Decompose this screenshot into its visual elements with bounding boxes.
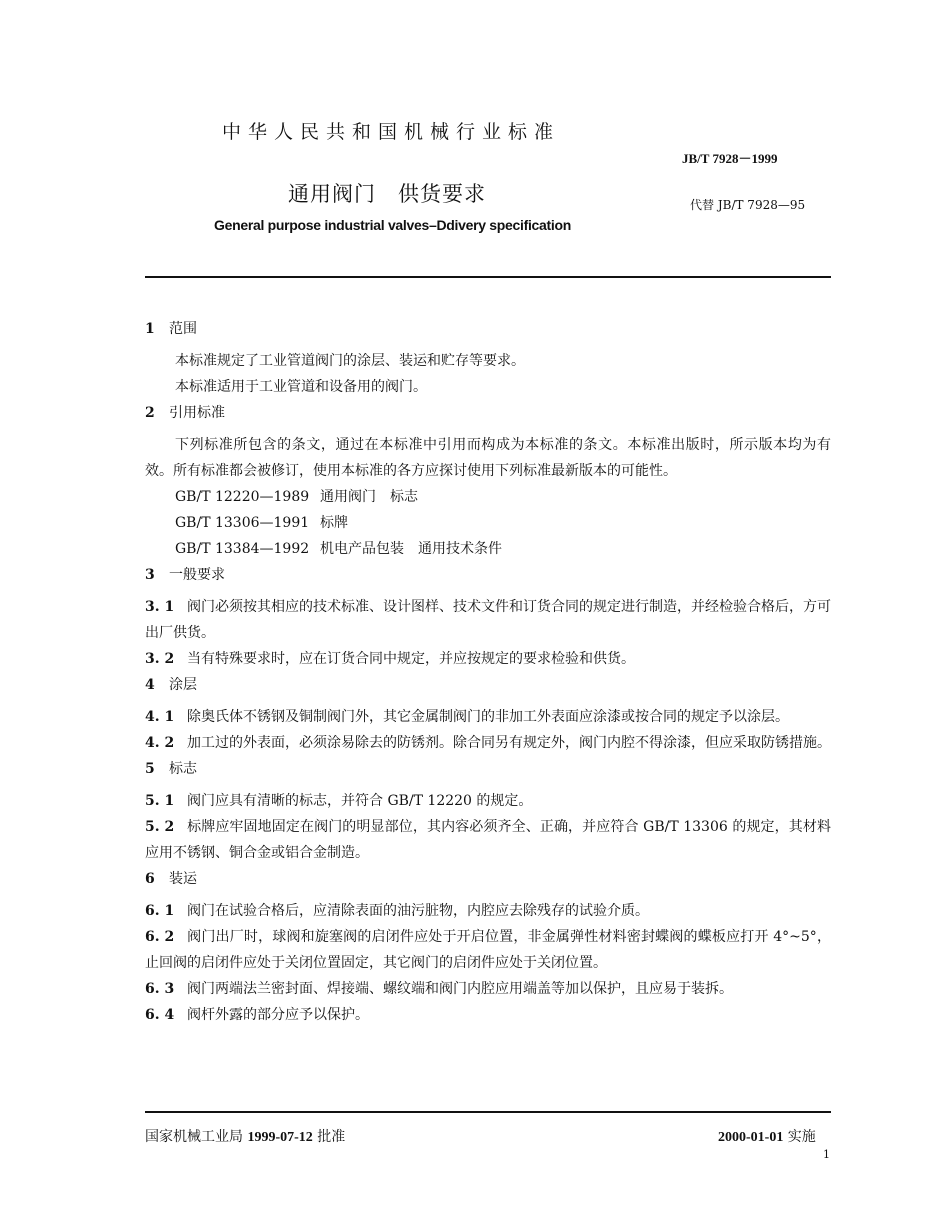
implementation-info: 2000-01-01 实施 bbox=[718, 1129, 816, 1145]
document-title-chinese: 通用阀门 供货要求 bbox=[288, 182, 486, 206]
section-heading: 1 范围 bbox=[145, 321, 197, 337]
section-heading: 5 标志 bbox=[145, 761, 197, 777]
clause: 6. 2 阀门出厂时，球阀和旋塞阀的启闭件应处于开启位置，非金属弹性材料密封蝶阀的蝶板应打开 4°~5°，止回阀的启闭件应处于关闭位置固定，其它阀门的启闭件应处于关闭位置。 bbox=[145, 929, 831, 971]
section-heading: 2 引用标准 bbox=[145, 405, 225, 421]
paragraph: 下列标准所包含的条文，通过在本标准中引用而构成为本标准的条文。本标准出版时，所示版本均为有效。所有标准都会被修订，使用本标准的各方应探讨使用下列标准最新版本的可能性。 bbox=[145, 437, 831, 479]
clause: 3. 1 阀门必须按其相应的技术标准、设计图样、技术文件和订货合同的规定进行制造，并经检验合格后，方可出厂供货。 bbox=[145, 599, 831, 641]
section-heading: 3 一般要求 bbox=[145, 567, 225, 583]
section-heading: 4 涂层 bbox=[145, 677, 197, 693]
document-body bbox=[145, 316, 831, 1028]
clause: 4. 2 加工过的外表面，必须涂易除去的防锈剂。除合同另有规定外，阀门内腔不得涂漆，但应采取防锈措施。 bbox=[145, 735, 831, 751]
clause: 5. 2 标牌应牢固地固定在阀门的明显部位，其内容必须齐全、正确，并应符合 GB/T 13306 的规定，其材料应用不锈钢、铜合金或铝合金制造。 bbox=[145, 819, 831, 861]
page-number: 1 bbox=[823, 1148, 830, 1161]
approval-info: 国家机械工业局 1999-07-12 批准 bbox=[145, 1129, 346, 1145]
section-heading: 6 装运 bbox=[145, 871, 197, 887]
clause: 5. 1 阀门应具有清晰的标志，并符合 GB/T 12220 的规定。 bbox=[145, 793, 533, 809]
header-divider bbox=[145, 276, 831, 278]
document-title-english: General purpose industrial valves–Ddivery specification bbox=[214, 217, 571, 233]
clause: 3. 2 当有特殊要求时，应在订货合同中规定，并应按规定的要求检验和供货。 bbox=[145, 651, 635, 667]
clause: 6. 3 阀门两端法兰密封面、焊接端、螺纹端和阀门内腔应用端盖等加以保护，且应易于装拆。 bbox=[145, 981, 733, 997]
reference-item: GB/T 13384—1992 机电产品包装 通用技术条件 bbox=[175, 541, 502, 557]
reference-item: GB/T 12220—1989 通用阀门 标志 bbox=[175, 489, 418, 505]
standard-code: JB/T 7928－1999 bbox=[682, 151, 778, 166]
paragraph: 本标准适用于工业管道和设备用的阀门。 bbox=[175, 379, 427, 395]
clause: 4. 1 除奥氏体不锈钢及铜制阀门外，其它金属制阀门的非加工外表面应涂漆或按合同的规定予以涂层。 bbox=[145, 709, 789, 725]
footer-divider bbox=[145, 1111, 831, 1113]
reference-item: GB/T 13306—1991 标牌 bbox=[175, 515, 348, 531]
standard-organization: 中华人民共和国机械行业标准 bbox=[222, 121, 561, 143]
clause: 6. 4 阀杆外露的部分应予以保护。 bbox=[145, 1007, 369, 1023]
paragraph: 本标准规定了工业管道阀门的涂层、装运和贮存等要求。 bbox=[175, 353, 525, 369]
replaces-standard: 代替 JB/T 7928—95 bbox=[690, 198, 806, 212]
clause: 6. 1 阀门在试验合格后，应清除表面的油污脏物，内腔应去除残存的试验介质。 bbox=[145, 903, 649, 919]
